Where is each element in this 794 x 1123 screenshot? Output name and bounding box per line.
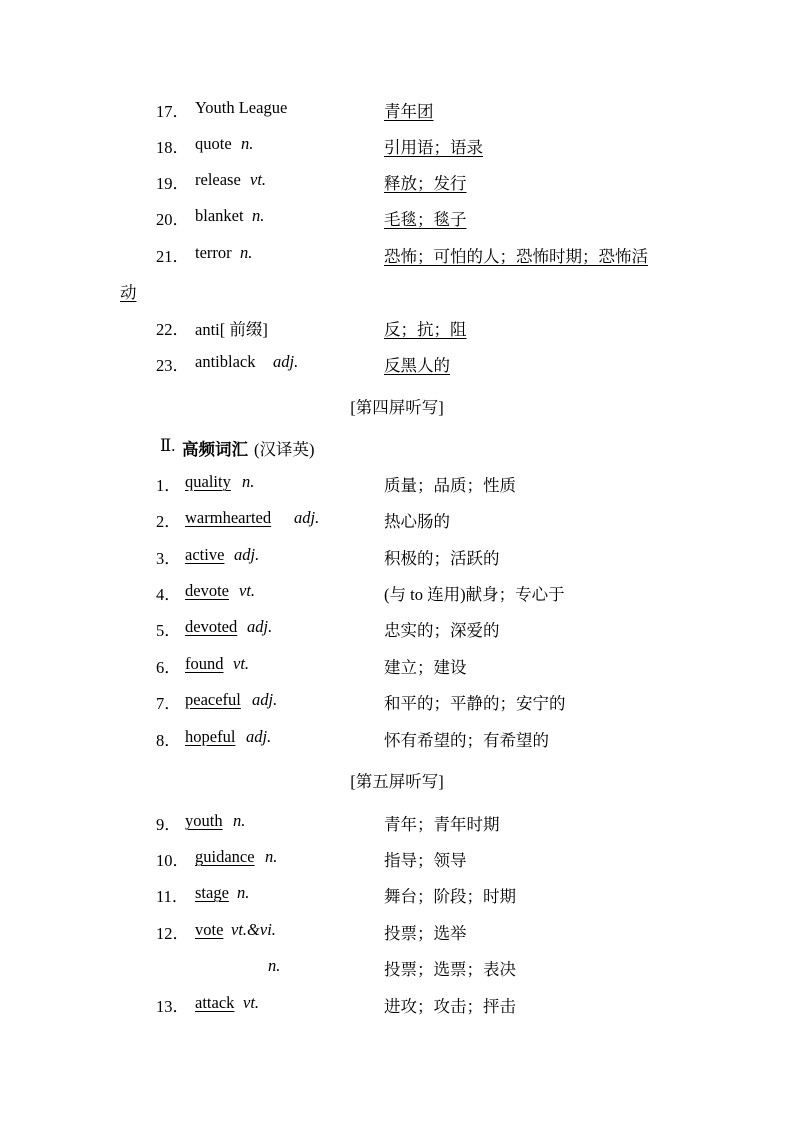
- item-word: quality: [185, 472, 231, 491]
- item-word: blanket: [195, 206, 244, 225]
- item-pos: vt.: [243, 993, 260, 1012]
- item-word: terror: [195, 243, 232, 262]
- vocab-row-8: [0, 727, 794, 753]
- item-pos: adj.: [294, 508, 320, 527]
- item-number: 18．: [156, 138, 189, 157]
- item-meaning: 投票；选举: [384, 924, 467, 943]
- vocab-row-20: [0, 206, 794, 232]
- item-number: 2．: [156, 512, 181, 531]
- vocab-row-2: [0, 508, 794, 534]
- item-pos: n.: [233, 811, 246, 830]
- item-pos: n.: [265, 847, 278, 866]
- item-meaning: 毛毯；毯子: [384, 210, 467, 229]
- item-meaning: 引用语；语录: [384, 138, 483, 157]
- item-word: release: [195, 170, 241, 189]
- item-meaning: 释放；发行: [384, 174, 467, 193]
- section-heading: [0, 436, 794, 462]
- item-word: attack: [195, 993, 235, 1012]
- vocab-row-19: [0, 170, 794, 196]
- item-pos: n.: [240, 243, 253, 262]
- item-word: devote: [185, 581, 229, 600]
- vocab-row-21: [0, 243, 794, 269]
- item-word: guidance: [195, 847, 255, 866]
- item-pos: vt.: [250, 170, 267, 189]
- item-number: 10．: [156, 851, 189, 870]
- item-number: 11．: [156, 887, 189, 906]
- item-number: 20．: [156, 210, 189, 229]
- vocab-row-1: [0, 472, 794, 498]
- item-word: devoted: [185, 617, 238, 636]
- item-meaning: 积极的；活跃的: [384, 549, 500, 568]
- item-number: 17．: [156, 102, 189, 121]
- item-number: 4．: [156, 585, 181, 604]
- heading-bold: 高频词汇: [182, 440, 248, 459]
- item-number: 5．: [156, 621, 181, 640]
- item-word: quote: [195, 134, 232, 153]
- item-meaning: (与 to 连用)献身；专心于: [384, 585, 565, 604]
- vocab-row-17: [0, 98, 794, 124]
- screen-label-5: [第五屏听写]: [350, 772, 444, 791]
- item-number: 23．: [156, 356, 189, 375]
- item-pos: adj.: [247, 617, 273, 636]
- item-pos: adj.: [273, 352, 299, 371]
- item-number: 22．: [156, 320, 189, 339]
- item-pos: adj.: [234, 545, 260, 564]
- item-number: 12．: [156, 924, 189, 943]
- item-word: youth: [185, 811, 223, 830]
- screen-label-4: [第四屏听写]: [350, 398, 444, 417]
- item-pos: adj.: [252, 690, 278, 709]
- item-pos: n.: [252, 206, 265, 225]
- item-pos: n.: [237, 883, 250, 902]
- vocab-row-9: [0, 811, 794, 837]
- item-meaning: 和平的；平静的；安宁的: [384, 694, 566, 713]
- vocab-row-23: [0, 352, 794, 378]
- vocab-row-12-noun: [0, 956, 794, 982]
- item-pos: n.: [242, 472, 255, 491]
- item-meaning-2: 投票；选票；表决: [384, 960, 516, 979]
- item-meaning: 反；抗；阻: [384, 320, 467, 339]
- item-pos: adj.: [246, 727, 272, 746]
- item-word: vote: [195, 920, 224, 939]
- vocab-row-11: [0, 883, 794, 909]
- item-meaning: 建立；建设: [384, 658, 467, 677]
- item-word: Youth League: [195, 98, 288, 117]
- vocab-row-22: [0, 316, 794, 342]
- heading-roman: Ⅱ.: [160, 436, 176, 455]
- item-meaning: 反黑人的: [384, 356, 450, 375]
- item-word: stage: [195, 883, 229, 902]
- vocab-row-12: [0, 920, 794, 946]
- vocab-row-10: [0, 847, 794, 873]
- vocab-row-18: [0, 134, 794, 160]
- vocab-row-4: [0, 581, 794, 607]
- vocab-row-7: [0, 690, 794, 716]
- item-meaning: 进攻；攻击；抨击: [384, 997, 516, 1016]
- item-meaning: 质量；品质；性质: [384, 476, 516, 495]
- item-word: peaceful: [185, 690, 241, 709]
- vocab-row-3: [0, 545, 794, 571]
- item-meaning: 怀有希望的；有希望的: [384, 731, 549, 750]
- item-meaning: 忠实的；深爱的: [384, 621, 500, 640]
- vocab-row-13: [0, 993, 794, 1019]
- item-number: 8．: [156, 731, 181, 750]
- item-number: 1．: [156, 476, 181, 495]
- item-number: 6．: [156, 658, 181, 677]
- item-word: active: [185, 545, 225, 564]
- item-word: hopeful: [185, 727, 236, 746]
- item-meaning: 青年；青年时期: [384, 815, 500, 834]
- heading-paren: (汉译英): [254, 440, 315, 459]
- item-pos-2: n.: [268, 956, 281, 975]
- item-number: 13．: [156, 997, 189, 1016]
- item-word: found: [185, 654, 224, 673]
- item-number: 7．: [156, 694, 181, 713]
- vocab-row-21-continued: [0, 279, 794, 305]
- item-number: 19．: [156, 174, 189, 193]
- item-pos: vt.: [233, 654, 250, 673]
- item-word: warmhearted: [185, 508, 272, 527]
- item-word: antiblack: [195, 352, 256, 371]
- item-meaning: 青年团: [384, 102, 434, 121]
- item-pos: vt.: [239, 581, 256, 600]
- item-number: 9．: [156, 815, 181, 834]
- item-word: anti[ 前缀]: [195, 320, 268, 339]
- vocab-row-6: [0, 654, 794, 680]
- item-number: 21．: [156, 247, 189, 266]
- vocab-row-5: [0, 617, 794, 643]
- item-meaning-continued: 动: [120, 283, 137, 302]
- item-number: 3．: [156, 549, 181, 568]
- item-pos: n.: [241, 134, 254, 153]
- item-meaning: 指导；领导: [384, 851, 467, 870]
- item-meaning: 热心肠的: [384, 512, 450, 531]
- item-pos: vt.&vi.: [231, 920, 276, 939]
- item-meaning: 舞台；阶段；时期: [384, 887, 516, 906]
- item-meaning: 恐怖；可怕的人；恐怖时期；恐怖活: [384, 247, 648, 266]
